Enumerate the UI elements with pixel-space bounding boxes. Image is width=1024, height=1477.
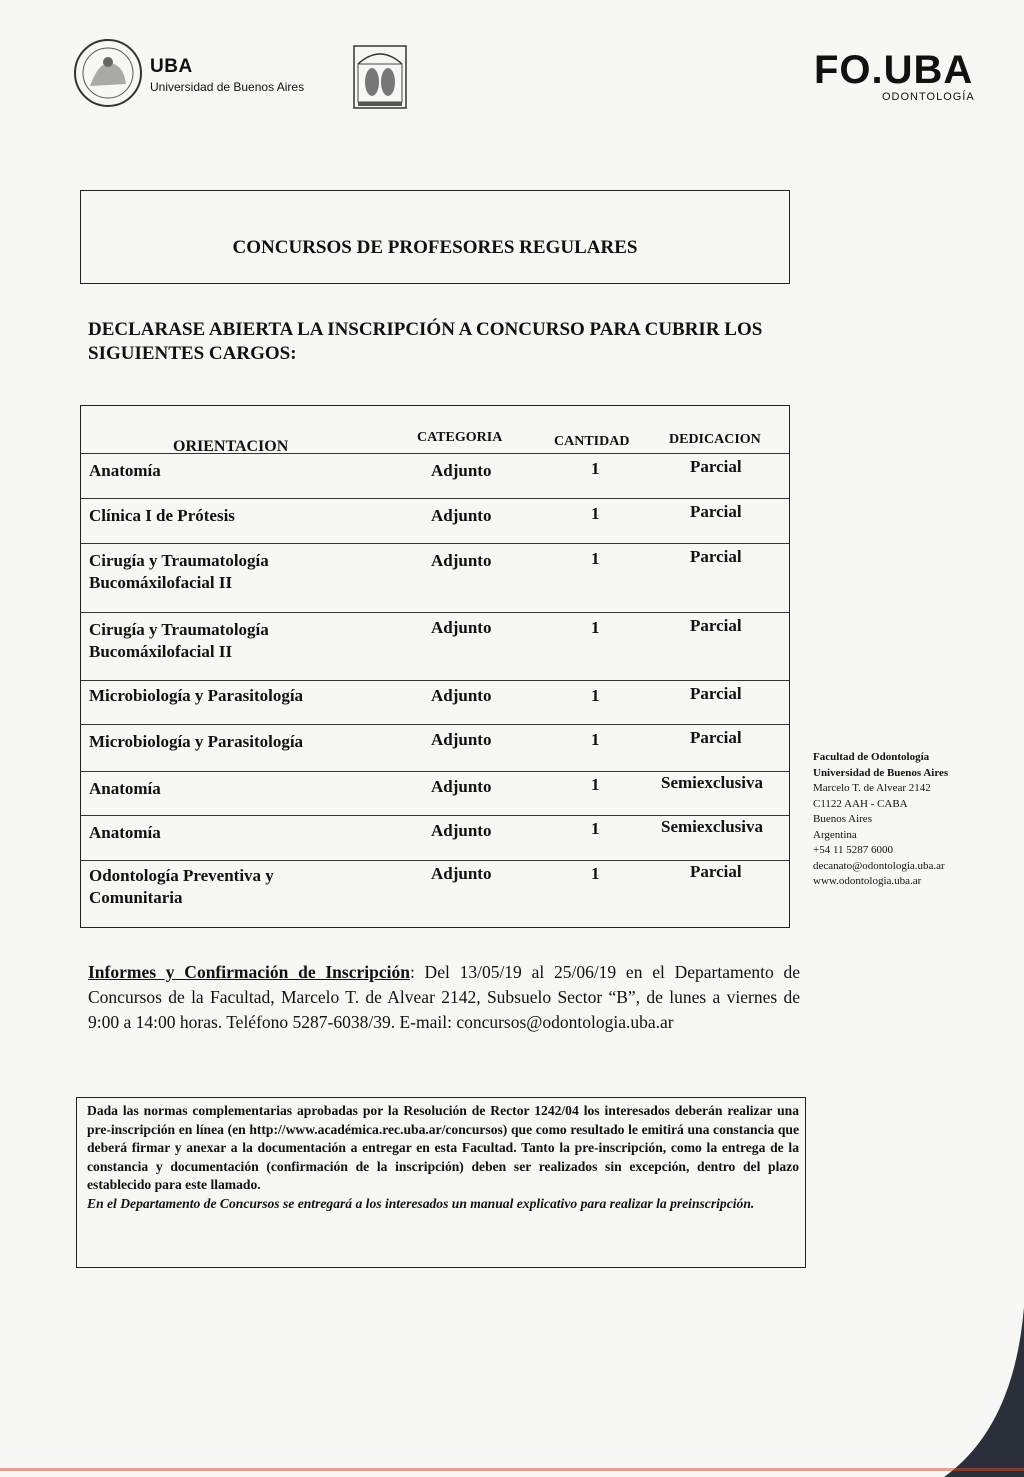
- cell-orientacion: Cirugía y Traumatología Bucomáxilofacial II: [89, 551, 269, 592]
- cell-dedicacion: Parcial: [690, 684, 742, 703]
- note-italic: En el Departamento de Concursos se entregará a los interesados un manual explicativo para realizar la preinscripción.: [87, 1195, 755, 1211]
- cell-categoria: Adjunto: [431, 730, 492, 749]
- address-line: C1122 AAH - CABA: [813, 797, 908, 810]
- header-orientacion: ORIENTACION: [173, 438, 289, 455]
- address-line: Buenos Aires: [813, 813, 872, 825]
- table-row: [81, 498, 789, 525]
- cell-dedicacion: Parcial: [690, 547, 742, 566]
- table-row: [81, 453, 789, 480]
- cell-cantidad: 1: [591, 459, 600, 478]
- fo-uba-logo: FO.UBA: [814, 48, 974, 92]
- cell-orientacion: Anatomía: [89, 461, 161, 480]
- table-row: [81, 680, 789, 705]
- uba-seal-logo: [70, 38, 146, 108]
- table-row: [81, 860, 789, 907]
- cell-dedicacion: Parcial: [690, 502, 742, 521]
- header-dedicacion: DEDICACION: [669, 432, 761, 447]
- cell-cantidad: 1: [591, 618, 600, 637]
- note-box: [76, 1097, 806, 1268]
- cell-orientacion: Cirugía y Traumatología Bucomáxilofacial II: [89, 620, 269, 661]
- cell-dedicacion: Parcial: [690, 616, 742, 635]
- cell-dedicacion: Parcial: [690, 457, 742, 476]
- table-row: [81, 771, 789, 798]
- cell-cantidad: 1: [591, 686, 600, 705]
- address-line: Argentina: [813, 828, 857, 841]
- cell-dedicacion: Semiexclusiva: [661, 773, 763, 792]
- address-website: www.odontologia.uba.ar: [813, 875, 922, 887]
- header-cantidad: CANTIDAD: [554, 434, 630, 449]
- cell-cantidad: 1: [591, 549, 600, 568]
- cell-categoria: Adjunto: [431, 821, 492, 840]
- page-title: CONCURSOS DE PROFESORES REGULARES: [232, 237, 638, 258]
- declaration-heading: DECLARASE ABIERTA LA INSCRIPCIÓN A CONCURSO PARA CUBRIR LOS SIGUIENTES CARGOS:: [88, 319, 763, 364]
- cell-orientacion: Microbiología y Parasitología: [89, 686, 304, 705]
- page-corner-decoration: [904, 1307, 1024, 1477]
- address-line: Facultad de Odontología: [813, 751, 930, 763]
- cell-cantidad: 1: [591, 864, 600, 883]
- cell-dedicacion: Parcial: [690, 862, 742, 881]
- cell-dedicacion: Semiexclusiva: [661, 817, 763, 836]
- table-row: [81, 543, 789, 592]
- cell-orientacion: Odontología Preventiva y Comunitaria: [89, 866, 274, 907]
- address-line: Universidad de Buenos Aires: [813, 766, 949, 779]
- cell-cantidad: 1: [591, 504, 600, 523]
- faculty-address: [813, 750, 1003, 890]
- cell-cantidad: 1: [591, 730, 600, 749]
- fo-uba-subtitle: ODONTOLOGÍA: [882, 91, 975, 103]
- cell-categoria: Adjunto: [431, 777, 492, 796]
- uba-name: UBA: [150, 56, 193, 77]
- cell-orientacion: Anatomía: [89, 823, 161, 842]
- info-paragraph: [88, 960, 800, 1035]
- address-phone: +54 11 5287 6000: [813, 844, 894, 856]
- table-row: [81, 815, 789, 842]
- table-row: [81, 724, 789, 751]
- cell-orientacion: Clínica I de Prótesis: [89, 506, 235, 525]
- cell-categoria: Adjunto: [431, 864, 492, 883]
- address-email: decanato@odontologia.uba.ar: [813, 859, 945, 872]
- cell-orientacion: Anatomía: [89, 779, 161, 798]
- bottom-edge-line: [0, 1468, 1024, 1471]
- faculty-emblem-logo: [352, 42, 408, 110]
- cell-orientacion: Microbiología y Parasitología: [89, 732, 304, 751]
- info-label: Informes y Confirmación de Inscripción: [88, 962, 410, 982]
- header-categoria: CATEGORIA: [417, 430, 503, 445]
- uba-full-name: Universidad de Buenos Aires: [150, 80, 305, 94]
- cell-cantidad: 1: [591, 775, 600, 794]
- address-line: Marcelo T. de Alvear 2142: [813, 782, 931, 794]
- table-row: [81, 612, 789, 661]
- cell-categoria: Adjunto: [431, 686, 492, 705]
- title-box: [80, 190, 790, 284]
- note-body: Dada las normas complementarias aprobadas por la Resolución de Rector 1242/04 los interesados deberán realizar una pre-inscripción en línea (en http://www.académica.rec.uba.ar/concursos) que como resultado le emitirá una constancia que deberá firmar y anexar a la documentación a entregar en esta Facultad. Tanto la pre-inscripción, como la entrega de la constancia y documentación (confirmación de la inscripción) deben ser realizados sin excepción, dentro del plazo establecido para este llamado.: [87, 1103, 799, 1193]
- cell-dedicacion: Parcial: [690, 728, 742, 747]
- cell-cantidad: 1: [591, 819, 600, 838]
- cell-categoria: Adjunto: [431, 506, 492, 525]
- positions-table: [80, 405, 790, 928]
- info-text: : Del 13/05/19 al 25/06/19 en el Departamento de Concursos de la Facultad, Marcelo T. de Alvear 2142, Subsuelo Sector “B”, de lunes a viernes de 9:00 a 14:00 horas. Teléfono 5287-6038/39. E-mail: concursos@odontologia.uba.ar: [88, 962, 800, 1032]
- cell-categoria: Adjunto: [431, 461, 492, 480]
- cell-categoria: Adjunto: [431, 551, 492, 570]
- cell-categoria: Adjunto: [431, 618, 492, 637]
